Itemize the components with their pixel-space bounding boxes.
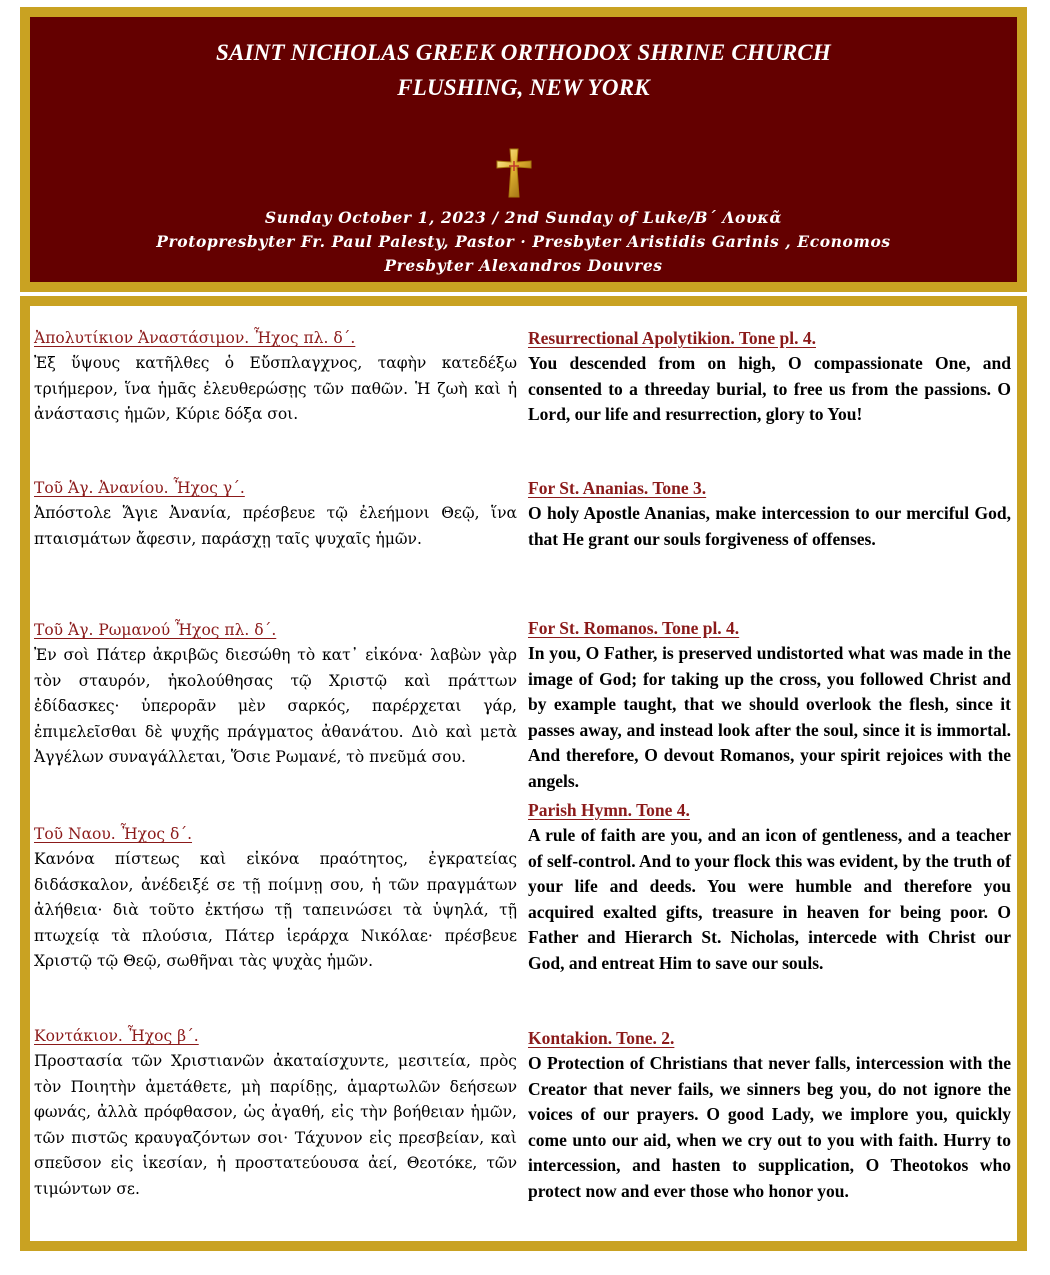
header-panel [30, 17, 1017, 282]
gold-cross-icon [493, 147, 535, 199]
hymn-title: For St. Romanos. Tone pl. 4. [528, 618, 740, 638]
hymn-english-ananias [528, 476, 1011, 552]
service-date: Sunday October 1, 2023 / 2nd Sunday of Luke/Β΄ Λουκᾶ [264, 208, 783, 227]
hymn-greek-romanos [34, 618, 517, 771]
hymn-text: Προστασία τῶν Χριστιανῶν ἀκαταίσχυντε, μεσιτεία, πρὸς τὸν Ποιητὴν ἀμετάθετε, μὴ παρίδῃς, ἁμαρτωλῶν δεήσεων φωνάς, ἀλλὰ πρόφθασον, ὡς ἀγαθή, εἰς τὴν βοήθειαν ἡμῶν, τῶν πιστῶς κραυγαζόντων σοι· Τάχυνον εἰς πρεσβείαν, καὶ σπεῦσον εἰς ἱκεσίαν, ἡ προστατεύουσα ἀεί, Θεοτόκε, τῶν τιμώντων σε. [34, 1052, 517, 1198]
clergy-line-2: Presbyter Alexandros Douvres [384, 256, 663, 275]
hymn-greek-parish [34, 822, 517, 975]
hymn-title: Τοῦ Ναου. Ἦχος δ΄. [34, 825, 193, 843]
hymn-english-romanos [528, 616, 1011, 795]
hymn-title: Kontakion. Tone. 2. [528, 1028, 675, 1048]
hymn-text: Κανόνα πίστεως καὶ εἰκόνα πραότητος, ἐγκρατείας διδάσκαλον, ἀνέδειξέ σε τῇ ποίμνῃ σου, ἡ τῶν πραγμάτων ἀλήθεια· διὰ τοῦτο ἐκτήσω τῇ ταπεινώσει τὰ ὑψηλά, τῇ πτωχείᾳ τὰ πλούσια, Πάτερ ἱεράρχα Νικόλαε· πρέσβευε Χριστῷ τῷ Θεῷ, σωθῆναι τὰς ψυχὰς ἡμῶν. [34, 850, 517, 971]
hymn-english-parish [528, 798, 1011, 977]
hymn-title: Parish Hymn. Tone 4. [528, 800, 690, 820]
hymn-text: O holy Apostle Ananias, make intercession to our merciful God, that He grant our souls forgiveness of offenses. [528, 503, 1011, 549]
hymn-text: In you, O Father, is preserved undistorted what was made in the image of God; for taking up the cross, you followed Christ and by example taught, that we should overlook the flesh, since it passes away, and instead look after the soul, since it is immortal. And therefore, O devout Romanos, your spirit rejoices with the angels. [528, 643, 1011, 791]
hymn-title: Κοντάκιον. Ἦχος β΄. [34, 1027, 199, 1045]
clergy-line-1: Protopresbyter Fr. Paul Palesty, Pastor · Presbyter Aristidis Garinis , Economos [156, 232, 891, 251]
hymn-text: Ἀπόστολε Ἅγιε Ἀνανία, πρέσβευε τῷ ἐλεήμονι Θεῷ, ἵνα πταισμάτων ἄφεσιν, παράσχῃ ταῖς ψυχαῖς ἡμῶν. [34, 504, 517, 548]
hymn-text: You descended from on high, O compassionate One, and consented to a threeday burial, to free us from the passions. O Lord, our life and resurrection, glory to You! [528, 353, 1011, 425]
hymn-greek-kontakion [34, 1024, 517, 1203]
hymn-title: Resurrectional Apolytikion. Tone pl. 4. [528, 328, 816, 348]
hymns-frame [20, 296, 1027, 1251]
hymn-greek-apolytikion [34, 326, 517, 428]
hymn-english-apolytikion [528, 326, 1011, 428]
hymn-text: O Protection of Christians that never falls, intercession with the Creator that never fails, we sinners beg you, do not ignore the voices of our prayers. O good Lady, we implore you, quickly come unto our aid, when we cry out to you with faith. Hurry to intercession, and hasten to supplication, O Theotokos who protect now and ever those who honor you. [528, 1053, 1011, 1201]
church-name: SAINT NICHOLAS GREEK ORTHODOX SHRINE CHURCH [215, 40, 832, 65]
hymns-panel [30, 306, 1017, 1241]
hymn-text: A rule of faith are you, and an icon of gentleness, and a teacher of self-control. And to your flock this was evident, by the truth of your life and deeds. You were humble and therefore you acquired exalted gifts, treasure in heaven for being poor. O Father and Hierarch St. Nicholas, intercede with Christ our God, and entreat Him to save our souls. [528, 825, 1011, 973]
hymn-english-kontakion [528, 1026, 1011, 1205]
hymn-title: Τοῦ Ἁγ. Ρωμανού Ἦχος πλ. δ΄. [34, 621, 277, 639]
hymn-title: Τοῦ Ἁγ. Ἀνανίου. Ἦχος γ΄. [34, 479, 245, 497]
header-banner [20, 7, 1027, 292]
hymn-greek-ananias [34, 476, 517, 552]
hymn-text: Ἐξ ὕψους κατῆλθες ὁ Εὔσπλαγχνος, ταφὴν κατεδέξω τριήμερον, ἵνα ἡμᾶς ἐλευθερώσῃς τῶν παθῶν. Ἡ ζωὴ καὶ ἡ ἀνάστασις ἡμῶν, Κύριε δόξα σοι. [34, 354, 517, 424]
church-location: FLUSHING, NEW YORK [397, 75, 650, 100]
hymn-text: Ἐν σοὶ Πάτερ ἀκριβῶς διεσώθη τὸ κατ᾽ εἰκόνα· λαβὼν γὰρ τὸν σταυρόν, ἠκολούθησας τῷ Χριστῷ καὶ πράττων ἐδίδασκες· ὑπερορᾶν μὲν σαρκός, παρέρχεται γάρ, ἐπιμελεῖσθαι δὲ ψυχῆς πράγματος ἀθανάτου. Διὸ καὶ μετὰ Ἀγγέλων συναγάλλεται, Ὅσιε Ρωμανέ, τὸ πνεῦμά σου. [34, 646, 517, 767]
hymn-title: Ἀπολυτίκιον Ἀναστάσιμον. Ἦχος πλ. δ΄. [34, 329, 356, 347]
hymn-title: For St. Ananias. Tone 3. [528, 478, 707, 498]
